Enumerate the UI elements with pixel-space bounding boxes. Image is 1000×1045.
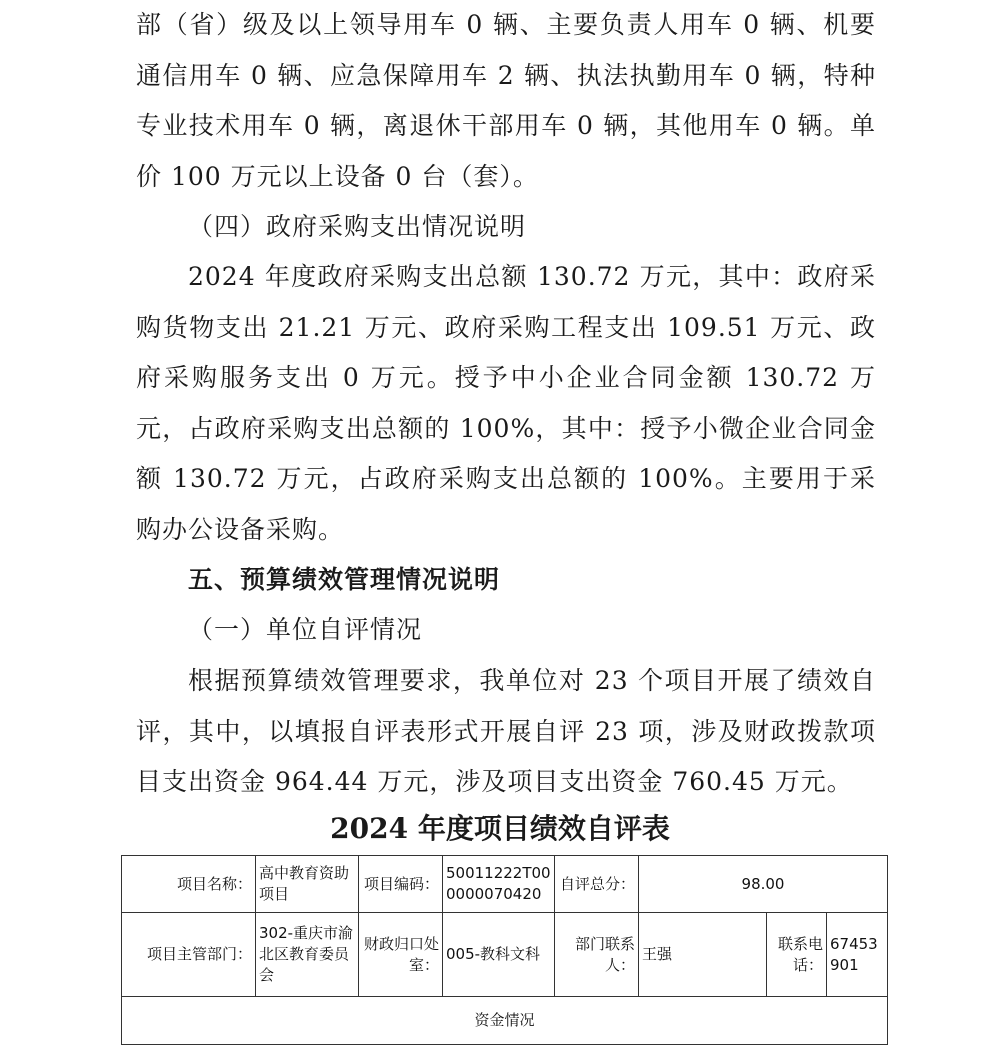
project-name-value: 高中教育资助项目: [256, 856, 359, 913]
table-row: [122, 913, 888, 997]
project-code-value: 50011222T000000070420: [443, 856, 555, 913]
office-value: 005-教科文科: [443, 913, 555, 997]
evaluation-table: [121, 855, 888, 1045]
score-label: 自评总分：: [555, 856, 639, 913]
office-label: 财政归口处室：: [359, 913, 443, 997]
heading-procurement: （四）政府采购支出情况说明: [188, 212, 527, 241]
paragraph-vehicles: 部（省）级及以上领导用车 0 辆、主要负责人用车 0 辆、机要通信用车 0 辆、应急保障用车 2 辆、执法执勤用车 0 辆，特种专业技术用车 0 辆，离退休干部用车 0 辆，其他用车 0 辆。单价 100 万元以上设备 0 台（套）。: [136, 10, 876, 191]
table-row: [122, 856, 888, 913]
paragraph-procurement: 2024 年度政府采购支出总额 130.72 万元，其中：政府采购货物支出 21.21 万元、政府采购工程支出 109.51 万元、政府采购服务支出 0 万元。授予中小企业合同金额 130.72 万元，占政府采购支出总额的 100%，其中：授予小微企业合同金额 130.72 万元，占政府采购支出总额的 100%。主要用于采购办公设备采购。: [136, 262, 876, 544]
project-name-label: 项目名称：: [122, 856, 256, 913]
contact-value: 王强: [639, 913, 767, 997]
funds-section-label: 资金情况: [122, 997, 888, 1045]
phone-value: 67453901: [827, 913, 888, 997]
heading-performance-management: 五、预算绩效管理情况说明: [188, 565, 501, 594]
paragraph-self-evaluation: 根据预算绩效管理要求，我单位对 23 个项目开展了绩效自评，其中，以填报自评表形式开展自评 23 项，涉及财政拨款项目支出资金 964.44 万元，涉及项目支出资金 760.45 万元。: [136, 666, 876, 796]
table-row: [122, 997, 888, 1045]
score-value: 98.00: [639, 856, 888, 913]
project-code-label: 项目编码：: [359, 856, 443, 913]
contact-label: 部门联系人：: [555, 913, 639, 997]
department-value: 302-重庆市渝北区教育委员会: [256, 913, 359, 997]
department-label: 项目主管部门：: [122, 913, 256, 997]
table-title: 2024 年度项目绩效自评表: [330, 812, 670, 845]
phone-label: 联系电话：: [767, 913, 827, 997]
heading-self-evaluation: （一）单位自评情况: [188, 615, 423, 644]
